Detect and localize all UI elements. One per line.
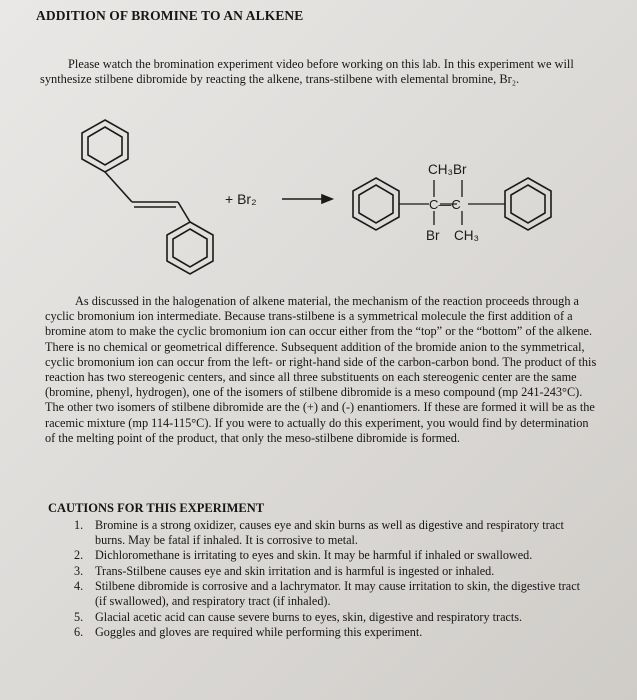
product-bromine-label: Br: [426, 228, 440, 243]
product-methyl-label: CH₃: [454, 228, 479, 243]
product-carbon-chain: C—C: [429, 197, 461, 212]
caution-item: 1. Bromine is a strong oxidizer, causes eye and skin burns as well as digestive and respiratory tract burns. May be fatal if inhaled. It is corrosive to metal.: [74, 518, 564, 547]
caution-item: 6. Goggles and gloves are required while performing this experiment.: [74, 625, 423, 640]
page-title: ADDITION OF BROMINE TO AN ALKENE: [36, 8, 304, 23]
intro-text: Please watch the bromination experiment video before working on this lab. In this experiment we will synthesize stilbene dibromide by reacting the alkene, trans-stilbene with elemental bromine, Br₂.: [40, 57, 574, 86]
reaction-arrow: [282, 195, 332, 203]
bromine-reagent: + Br₂: [225, 191, 257, 207]
caution-item: 2. Dichloromethane is irritating to eyes and skin. It may be harmful if inhaled or swallowed.: [74, 548, 533, 563]
cautions-list: [74, 518, 594, 641]
cautions-heading: CAUTIONS FOR THIS EXPERIMENT: [48, 501, 265, 515]
product-top-group: CH₃Br: [428, 162, 467, 177]
stilbene-double-bond: [105, 172, 190, 222]
stilbene-bottom-ring: [167, 222, 213, 274]
mechanism-text: As discussed in the halogenation of alkene material, the mechanism of the reaction proceeds through a cyclic bromonium ion intermediate. Because trans-stilbene is a symmetrical molecule the first addition of a bromine atom to make the cyclic bromonium ion can occur either from the “top” or the “bottom” of the alkene. There is no chemical or geometrical difference. Subsequent addition of the bromide anion to the symmetrical, cyclic bromonium ion can occur from the left- or right-hand side of the carbon-carbon bond. The product of this reaction has two stereogenic centers, and since all three substituents on each stereogenic center are the same (bromine, phenyl, hydrogen), one of the isomers of stilbene dibromide is a meso compound (mp 241-243°C). The other two isomers of stilbene dibromide are the (+) and (-) enantiomers. If these are formed it will be as the racemic mixture (mp 114-115°C). If you were to actually do this experiment, you would find by determination of the melting point of the product, that only the meso-stilbene dibromide is formed.: [45, 294, 597, 445]
product-right-ring: [505, 178, 551, 230]
caution-item: 5. Glacial acetic acid can cause severe burns to eyes, skin, digestive and respiratory tracts.: [74, 609, 523, 624]
caution-item: 4. Stilbene dibromide is corrosive and a lachrymator. It may cause irritation to skin, the digestive tract (if swallowed), and respiratory tract (if inhaled).: [74, 579, 580, 608]
intro-paragraph: [40, 57, 595, 87]
stilbene-top-ring: [82, 120, 128, 172]
product-left-ring: [353, 178, 399, 230]
reaction-scheme: [60, 118, 580, 288]
mechanism-paragraph: [45, 294, 600, 446]
caution-item: 3. Trans-Stilbene causes eye and skin irritation and is harmful is ingested or inhaled.: [74, 563, 495, 578]
